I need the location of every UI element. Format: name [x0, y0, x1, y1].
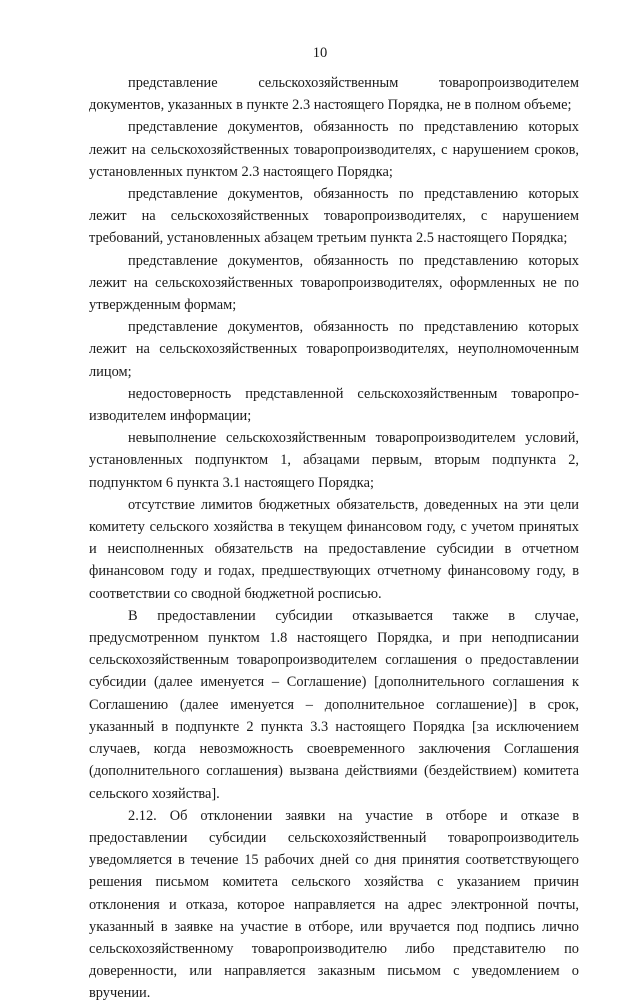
paragraph-requirements-violation: представление документов, обязанность по представлению которых лежит на сельскохозяйственных товаропроизводителях, с нарушением требований, установленных абзацем третьим пункта 2.5 настоящего Порядка;: [89, 186, 579, 247]
paragraph-unauthorized-person: представление документов, обязанность по представлению которых лежит на сельскохозяйственных товаропроизводителях, неуполномоченным лицом;: [89, 319, 579, 380]
page-number: 10: [312, 45, 328, 61]
paragraph-deadline-violation: представление документов, обязанность по представлению которых лежит на сельскохозяйственных товаропроизводителях, с нарушением сроков, установленных пунктом 2.3 настоящего Порядка;: [89, 119, 579, 180]
document-body: [89, 72, 579, 1005]
paragraph-notification-2-12: 2.12. Об отклонении заявки на участие в отборе и отказе в предоставлении субсидии сельскохозяйственный товаропроизводитель уведомляется в течение 15 рабочих дней со дня принятия соответствующего решения письмом комитета сельского хозяйства с указанием причин отклонения и отказа, которое направляется на адрес электронной почты, указанный в заявке на участие в отборе, или вручается под подпись лично сельскохозяйственному товаропроизводителю либо представителю по доверенности, или направляется заказным письмом с уведомлением о вручении.: [89, 807, 579, 1002]
paragraph-unapproved-forms: представление документов, обязанность по представлению которых лежит на сельскохозяйственных товаропроизводителях, оформленных не по утвержденным формам;: [89, 252, 579, 314]
paragraph-no-budget-limits: отсутствие лимитов бюджетных обязательств, доведенных на эти цели комитету сельского хозяйства в текущем финансовом году, с учетом принятых и неисполненных обязательств на предоставление субсидии в отчетном финансовом году и годах, предшествующих отчетному финансовому году, в соответствии со сводной бюджетной росписью.: [89, 496, 579, 602]
paragraph-refusal-agreement: В предоставлении субсидии отказывается также в случае, предусмотренном пунктом 1.8 настоящего Порядка, и при неподписании сельскохозяйственным товаропроизводителем соглашения о предоставлении субсидии (далее именуется – Соглашение) [дополнительного соглашения к Соглашению (далее именуется – дополнительное соглашение)] в срок, указанный в подпункте 2 пункта 3.3 настоящего Порядка [за исключением случаев, когда невозможность своевременного заключения Соглашения (дополнительного соглашения) вызвана действиями (бездействием) комитета сельского хозяйства].: [89, 607, 579, 802]
paragraph-incomplete-documents: представление сельскохозяйственным товаропроизводителем документов, указанных в пункте 2.3 настоящего Порядка, не в полном объеме;: [89, 75, 579, 114]
paragraph-conditions-not-met: невыполнение сельскохозяйственным товаропроизводителем условий, установленных подпунктом 1, абзацами первым, вторым подпункта 2, подпунктом 6 пункта 3.1 настоящего Порядка;: [89, 430, 579, 491]
paragraph-false-information: недостоверность представленной сельскохозяйственным товаропроизводителем информации;: [89, 385, 579, 425]
